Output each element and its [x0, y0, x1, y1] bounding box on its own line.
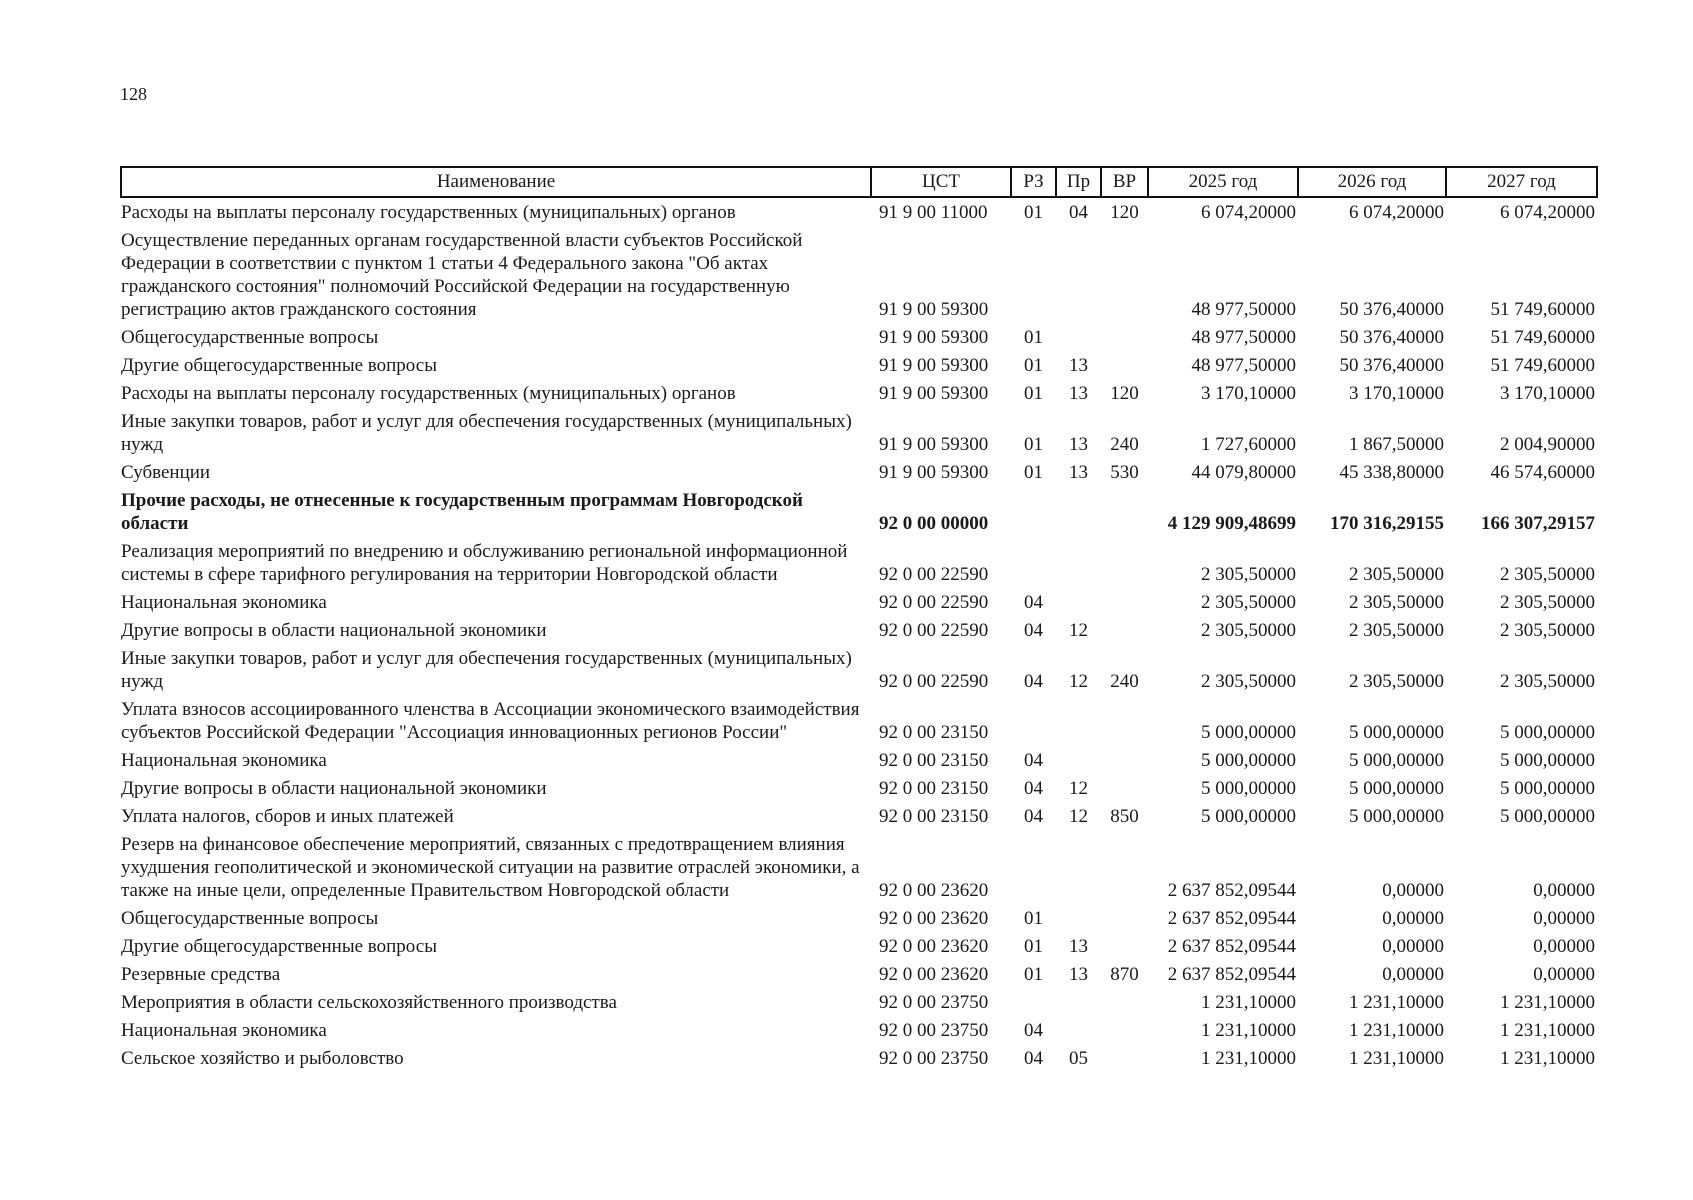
cell-2025: 1 231,10000 — [1201, 1020, 1296, 1041]
cell-vr — [1101, 695, 1148, 746]
cell-2025: 1 231,10000 — [1201, 992, 1296, 1013]
cell-rz: 04 — [1024, 778, 1043, 799]
table-row — [121, 644, 1597, 695]
cell-rz: 01 — [1024, 327, 1043, 348]
cell-name: Иные закупки товаров, работ и услуг для обеспечения государственных (муниципальных) нужд — [121, 648, 852, 692]
cell-rz: 01 — [1024, 908, 1043, 929]
cell-rz: 01 — [1024, 434, 1043, 455]
page-number: 128 — [120, 84, 147, 104]
cell-vr — [1101, 323, 1148, 351]
cell-2026: 2 305,50000 — [1349, 671, 1444, 692]
cell-2027: 1 231,10000 — [1500, 1020, 1595, 1041]
cell-2027: 5 000,00000 — [1500, 722, 1595, 743]
cell-2027: 51 749,60000 — [1490, 299, 1595, 320]
cell-rz: 04 — [1024, 806, 1043, 827]
cell-cst: 92 0 00 22590 — [879, 671, 989, 692]
cell-2026: 6 074,20000 — [1349, 202, 1444, 223]
cell-rz: 04 — [1024, 671, 1043, 692]
cell-rz: 01 — [1024, 964, 1043, 985]
cell-vr: 120 — [1110, 202, 1139, 223]
cell-rz — [1011, 486, 1056, 537]
cell-2025: 5 000,00000 — [1201, 750, 1296, 771]
cell-rz: 04 — [1024, 750, 1043, 771]
cell-name: Общегосударственные вопросы — [121, 908, 379, 929]
cell-2025: 3 170,10000 — [1201, 383, 1296, 404]
cell-2027: 2 305,50000 — [1500, 671, 1595, 692]
cell-pr: 13 — [1069, 462, 1088, 483]
cell-vr: 240 — [1110, 434, 1139, 455]
cell-2026: 170 316,29155 — [1330, 513, 1444, 534]
cell-2026: 1 867,50000 — [1349, 434, 1444, 455]
cell-cst: 91 9 00 59300 — [879, 383, 989, 404]
cell-name: Уплата взносов ассоциированного членства в Ассоциации экономического взаимодействия субъектов Российской Федерации "Ассоциация инновационных регионов России" — [121, 699, 860, 743]
cell-2026: 1 231,10000 — [1349, 992, 1444, 1013]
cell-pr — [1056, 486, 1101, 537]
cell-2027: 5 000,00000 — [1500, 750, 1595, 771]
cell-pr — [1056, 537, 1101, 588]
cell-pr — [1056, 830, 1101, 904]
table-row — [121, 774, 1597, 802]
cell-pr: 12 — [1069, 620, 1088, 641]
cell-2026: 2 305,50000 — [1349, 592, 1444, 613]
cell-name: Реализация мероприятий по внедрению и обслуживанию региональной информационной системы в сфере тарифного регулирования на территории Новгородской области — [121, 541, 848, 585]
header-rz: РЗ — [1011, 167, 1056, 197]
cell-vr: 120 — [1110, 383, 1139, 404]
cell-2026: 0,00000 — [1382, 964, 1444, 985]
cell-vr — [1101, 1016, 1148, 1044]
cell-2027: 5 000,00000 — [1500, 806, 1595, 827]
cell-cst: 92 0 00 23150 — [879, 750, 989, 771]
cell-vr — [1101, 351, 1148, 379]
cell-vr: 240 — [1110, 671, 1139, 692]
table-row — [121, 616, 1597, 644]
cell-2025: 48 977,50000 — [1191, 327, 1296, 348]
table-row — [121, 746, 1597, 774]
cell-2025: 4 129 909,48699 — [1167, 513, 1296, 534]
cell-cst: 92 0 00 23620 — [879, 936, 989, 957]
cell-rz: 01 — [1024, 202, 1043, 223]
cell-name: Общегосударственные вопросы — [121, 327, 379, 348]
cell-2026: 1 231,10000 — [1349, 1020, 1444, 1041]
cell-name: Иные закупки товаров, работ и услуг для обеспечения государственных (муниципальных) нужд — [121, 411, 852, 455]
cell-2025: 5 000,00000 — [1201, 722, 1296, 743]
cell-2026: 45 338,80000 — [1339, 462, 1444, 483]
cell-pr — [1056, 588, 1101, 616]
cell-name: Мероприятия в области сельскохозяйственного производства — [121, 992, 617, 1013]
cell-2027: 0,00000 — [1533, 964, 1595, 985]
table-body — [121, 197, 1597, 1072]
cell-pr — [1056, 695, 1101, 746]
header-name: Наименование — [121, 167, 871, 197]
cell-vr — [1101, 746, 1148, 774]
cell-cst: 92 0 00 23620 — [879, 964, 989, 985]
cell-2025: 2 637 852,09544 — [1167, 964, 1296, 985]
header-cst: ЦСТ — [871, 167, 1011, 197]
cell-cst: 91 9 00 59300 — [879, 299, 989, 320]
cell-rz: 01 — [1024, 383, 1043, 404]
cell-2025: 5 000,00000 — [1201, 778, 1296, 799]
cell-vr — [1101, 486, 1148, 537]
cell-vr — [1101, 588, 1148, 616]
cell-cst: 92 0 00 23620 — [879, 908, 989, 929]
cell-name: Национальная экономика — [121, 1020, 327, 1041]
cell-2026: 50 376,40000 — [1339, 299, 1444, 320]
cell-2025: 2 637 852,09544 — [1167, 936, 1296, 957]
cell-vr — [1101, 537, 1148, 588]
cell-pr — [1056, 226, 1101, 323]
table-row — [121, 904, 1597, 932]
cell-name: Уплата налогов, сборов и иных платежей — [121, 806, 454, 827]
cell-2026: 5 000,00000 — [1349, 778, 1444, 799]
cell-name: Национальная экономика — [121, 592, 327, 613]
table-row — [121, 1016, 1597, 1044]
table-row — [121, 932, 1597, 960]
cell-cst: 92 0 00 23620 — [879, 880, 989, 901]
header-year-2026: 2026 год — [1298, 167, 1446, 197]
cell-vr — [1101, 830, 1148, 904]
cell-2026: 5 000,00000 — [1349, 806, 1444, 827]
cell-cst: 91 9 00 59300 — [879, 434, 989, 455]
cell-vr: 850 — [1110, 806, 1139, 827]
cell-name: Прочие расходы, не отнесенные к государственным программам Новгородской области — [121, 490, 803, 534]
cell-pr — [1056, 746, 1101, 774]
cell-rz: 01 — [1024, 936, 1043, 957]
cell-cst: 92 0 00 23150 — [879, 722, 989, 743]
cell-2027: 2 305,50000 — [1500, 620, 1595, 641]
cell-pr: 04 — [1069, 202, 1088, 223]
cell-rz — [1011, 695, 1056, 746]
cell-pr: 05 — [1069, 1048, 1088, 1069]
cell-2027: 0,00000 — [1533, 936, 1595, 957]
table-row — [121, 486, 1597, 537]
cell-2026: 0,00000 — [1382, 880, 1444, 901]
header-pr: Пр — [1056, 167, 1101, 197]
cell-2027: 0,00000 — [1533, 908, 1595, 929]
cell-pr: 12 — [1069, 778, 1088, 799]
cell-pr: 13 — [1069, 355, 1088, 376]
table-row — [121, 830, 1597, 904]
cell-rz: 04 — [1024, 1020, 1043, 1041]
cell-2027: 2 305,50000 — [1500, 564, 1595, 585]
cell-2026: 2 305,50000 — [1349, 620, 1444, 641]
cell-2025: 2 637 852,09544 — [1167, 880, 1296, 901]
cell-pr: 13 — [1069, 936, 1088, 957]
cell-2025: 2 305,50000 — [1201, 592, 1296, 613]
table-row — [121, 960, 1597, 988]
cell-vr — [1101, 1044, 1148, 1072]
table-row — [121, 537, 1597, 588]
cell-2025: 5 000,00000 — [1201, 806, 1296, 827]
cell-2027: 51 749,60000 — [1490, 327, 1595, 348]
cell-cst: 91 9 00 59300 — [879, 355, 989, 376]
cell-rz: 01 — [1024, 355, 1043, 376]
cell-name: Субвенции — [121, 462, 211, 483]
cell-2026: 50 376,40000 — [1339, 327, 1444, 348]
cell-2025: 2 305,50000 — [1201, 620, 1296, 641]
cell-pr: 12 — [1069, 671, 1088, 692]
cell-cst: 92 0 00 22590 — [879, 620, 989, 641]
cell-2027: 51 749,60000 — [1490, 355, 1595, 376]
cell-2025: 48 977,50000 — [1191, 299, 1296, 320]
cell-vr — [1101, 932, 1148, 960]
cell-2025: 2 305,50000 — [1201, 564, 1296, 585]
cell-cst: 92 0 00 23750 — [879, 1020, 989, 1041]
cell-2025: 44 079,80000 — [1191, 462, 1296, 483]
cell-vr: 530 — [1110, 462, 1139, 483]
table-row — [121, 407, 1597, 458]
cell-2026: 3 170,10000 — [1349, 383, 1444, 404]
cell-cst: 92 0 00 22590 — [879, 592, 989, 613]
cell-cst: 92 0 00 00000 — [879, 513, 989, 534]
cell-cst: 92 0 00 23150 — [879, 778, 989, 799]
cell-2025: 2 637 852,09544 — [1167, 908, 1296, 929]
cell-rz — [1011, 830, 1056, 904]
cell-cst: 91 9 00 59300 — [879, 462, 989, 483]
cell-name: Расходы на выплаты персоналу государственных (муниципальных) органов — [121, 202, 736, 223]
cell-pr — [1056, 988, 1101, 1016]
cell-name: Сельское хозяйство и рыболовство — [121, 1048, 404, 1069]
cell-2027: 0,00000 — [1533, 880, 1595, 901]
cell-2026: 0,00000 — [1382, 908, 1444, 929]
cell-2027: 1 231,10000 — [1500, 992, 1595, 1013]
cell-name: Расходы на выплаты персоналу государственных (муниципальных) органов — [121, 383, 736, 404]
table-row — [121, 379, 1597, 407]
cell-2026: 5 000,00000 — [1349, 750, 1444, 771]
header-year-2025: 2025 год — [1148, 167, 1298, 197]
cell-pr — [1056, 323, 1101, 351]
cell-rz — [1011, 226, 1056, 323]
cell-2027: 5 000,00000 — [1500, 778, 1595, 799]
cell-cst: 92 0 00 23750 — [879, 992, 989, 1013]
cell-2027: 1 231,10000 — [1500, 1048, 1595, 1069]
table-row — [121, 351, 1597, 379]
cell-2027: 46 574,60000 — [1490, 462, 1595, 483]
cell-vr — [1101, 988, 1148, 1016]
cell-2027: 6 074,20000 — [1500, 202, 1595, 223]
cell-2027: 3 170,10000 — [1500, 383, 1595, 404]
budget-table — [120, 166, 1598, 1072]
cell-2027: 166 307,29157 — [1481, 513, 1595, 534]
cell-pr: 13 — [1069, 383, 1088, 404]
header-row — [121, 167, 1597, 197]
cell-vr — [1101, 616, 1148, 644]
cell-cst: 91 9 00 11000 — [879, 202, 988, 223]
cell-name: Резервные средства — [121, 964, 281, 985]
table-header — [121, 167, 1597, 197]
cell-2026: 50 376,40000 — [1339, 355, 1444, 376]
header-vr: ВР — [1101, 167, 1148, 197]
cell-vr — [1101, 226, 1148, 323]
cell-pr — [1056, 1016, 1101, 1044]
table-row — [121, 588, 1597, 616]
cell-rz — [1011, 537, 1056, 588]
cell-2025: 6 074,20000 — [1201, 202, 1296, 223]
cell-pr: 13 — [1069, 964, 1088, 985]
cell-cst: 92 0 00 23150 — [879, 806, 989, 827]
table-row — [121, 226, 1597, 323]
table-row — [121, 1044, 1597, 1072]
cell-cst: 92 0 00 23750 — [879, 1048, 989, 1069]
table-row — [121, 695, 1597, 746]
header-year-2027: 2027 год — [1446, 167, 1597, 197]
cell-pr: 13 — [1069, 434, 1088, 455]
cell-2025: 2 305,50000 — [1201, 671, 1296, 692]
cell-rz: 04 — [1024, 592, 1043, 613]
cell-rz: 04 — [1024, 1048, 1043, 1069]
cell-2026: 2 305,50000 — [1349, 564, 1444, 585]
cell-name: Другие общегосударственные вопросы — [121, 936, 437, 957]
cell-name: Другие вопросы в области национальной экономики — [121, 620, 547, 641]
cell-rz — [1011, 988, 1056, 1016]
cell-vr — [1101, 774, 1148, 802]
table-row — [121, 458, 1597, 486]
cell-2027: 2 004,90000 — [1500, 434, 1595, 455]
cell-cst: 91 9 00 59300 — [879, 327, 989, 348]
cell-2025: 1 727,60000 — [1201, 434, 1296, 455]
cell-2026: 1 231,10000 — [1349, 1048, 1444, 1069]
cell-name: Осуществление переданных органам государственной власти субъектов Российской Федерации в соответствии с пунктом 1 статьи 4 Федерального закона "Об актах гражданского состояния" полномочий Российской Федерации на государственную регистрацию актов гражданского состояния — [121, 230, 803, 320]
cell-2027: 2 305,50000 — [1500, 592, 1595, 613]
cell-rz: 04 — [1024, 620, 1043, 641]
cell-2025: 1 231,10000 — [1201, 1048, 1296, 1069]
cell-name: Национальная экономика — [121, 750, 327, 771]
cell-vr — [1101, 904, 1148, 932]
cell-2026: 5 000,00000 — [1349, 722, 1444, 743]
table-row — [121, 197, 1597, 226]
cell-2026: 0,00000 — [1382, 936, 1444, 957]
cell-name: Другие общегосударственные вопросы — [121, 355, 437, 376]
table-row — [121, 323, 1597, 351]
cell-name: Другие вопросы в области национальной экономики — [121, 778, 547, 799]
cell-pr: 12 — [1069, 806, 1088, 827]
table-row — [121, 802, 1597, 830]
table-row — [121, 988, 1597, 1016]
cell-2025: 48 977,50000 — [1191, 355, 1296, 376]
cell-cst: 92 0 00 22590 — [879, 564, 989, 585]
cell-rz: 01 — [1024, 462, 1043, 483]
cell-pr — [1056, 904, 1101, 932]
cell-vr: 870 — [1110, 964, 1139, 985]
cell-name: Резерв на финансовое обеспечение мероприятий, связанных с предотвращением влияния ухудшения геополитической и экономической ситуации на развитие отраслей экономики, а также на иные цели, определенные Правительством Новгородской области — [121, 834, 860, 901]
